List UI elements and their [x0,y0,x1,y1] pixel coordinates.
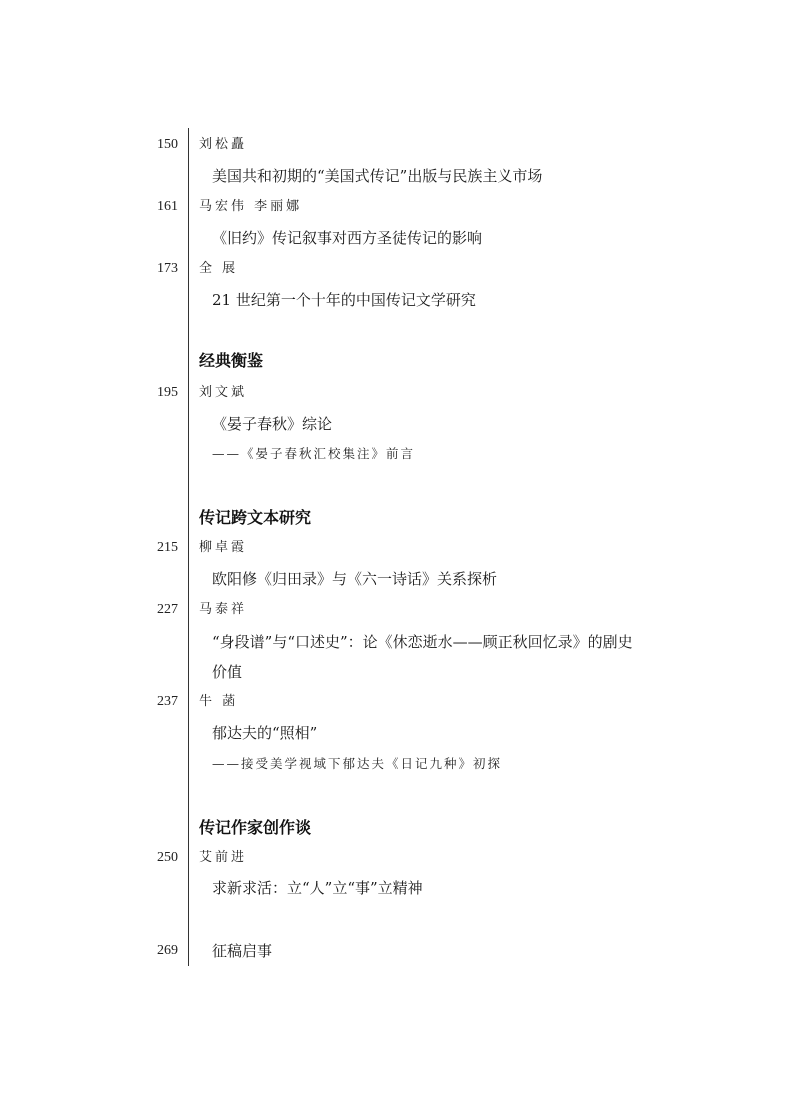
article-subtitle: ——接受美学视域下郁达夫《日记九种》初探 [212,756,503,771]
vertical-divider [188,128,189,966]
article-title: 征稿启事 [212,942,273,960]
article-title: 美国共和初期的“美国式传记”出版与民族主义市场 [212,167,543,185]
article-title: 郁达夫的“照相” [212,724,318,742]
section-heading: 传记跨文本研究 [199,508,312,527]
section-heading: 经典衡鉴 [199,351,264,370]
author-name: 艾前进 [199,850,248,865]
author-name: 柳卓霞 [199,540,248,555]
section-heading: 传记作家创作谈 [199,818,312,837]
article-title: 求新求活：立“人”立“事”立精神 [212,879,423,897]
author-name: 牛 菡 [199,694,239,709]
page-number: 269 [157,943,178,958]
author-name: 马宏伟 李丽娜 [199,199,303,214]
author-name: 全 展 [199,261,239,276]
article-title: 欧阳修《归田录》与《六一诗话》关系探析 [212,570,498,588]
page-number: 150 [157,137,178,152]
article-title: 《晏子春秋》综论 [212,415,333,433]
page-number: 195 [157,385,178,400]
page-number: 215 [157,540,178,555]
article-subtitle: ——《晏子春秋汇校集注》前言 [212,446,416,461]
page-number: 173 [157,261,178,276]
page-number: 250 [157,850,178,865]
page-number: 227 [157,602,178,617]
article-title: “身段谱”与“口述史”：论《休恋逝水——顾正秋回忆录》的剧史价值 [212,633,633,681]
author-name: 刘松矗 [199,137,248,152]
article-title: 《旧约》传记叙事对西方圣徒传记的影响 [212,229,483,247]
page-number: 237 [157,694,178,709]
article-title: 21 世纪第一个十年的中国传记文学研究 [212,291,476,309]
page-number: 161 [157,199,178,214]
author-name: 马泰祥 [199,602,248,617]
author-name: 刘文斌 [199,385,248,400]
